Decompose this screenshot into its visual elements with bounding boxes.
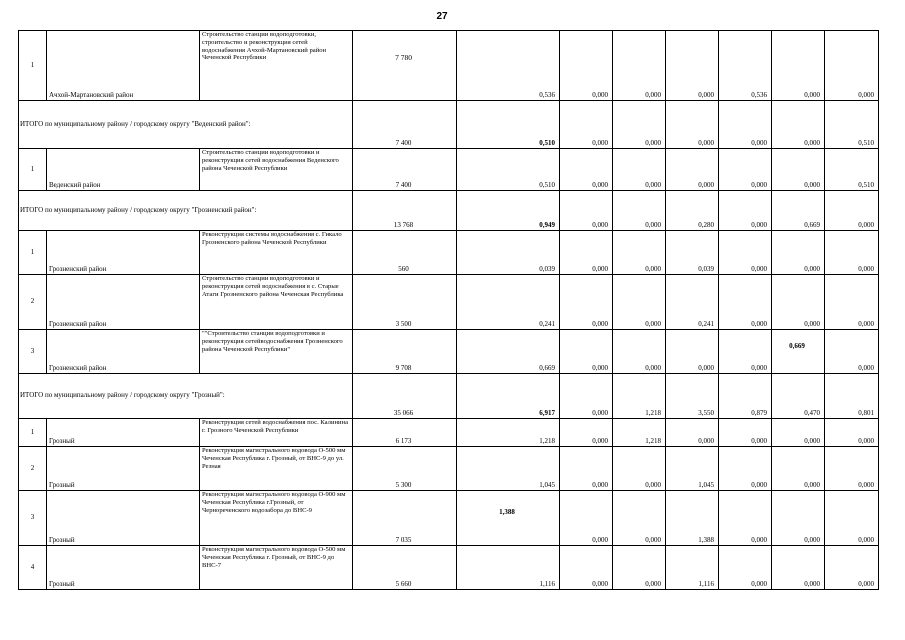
value-cell: 1,045 — [457, 447, 560, 491]
total-row-label: ИТОГО по муниципальному району / городскому округу "Грозненский район": — [19, 191, 353, 231]
value-cell: 0,000 — [613, 149, 666, 191]
total-row-label: ИТОГО по муниципальному району / городскому округу "Веденский район": — [19, 101, 353, 149]
value-cell: 1,218 — [613, 374, 666, 419]
row-number: 3 — [19, 330, 47, 374]
value-cell: 0,000 — [613, 447, 666, 491]
value-cell: 0,000 — [560, 546, 613, 590]
row-number: 4 — [19, 546, 47, 590]
district-name: Грозный — [47, 447, 200, 491]
value-cell: 1,116 — [666, 546, 719, 590]
page-number: 27 — [436, 11, 448, 22]
value-cell: 0,000 — [560, 330, 613, 374]
value-cell: 0,000 — [772, 149, 825, 191]
value-cell: 0,000 — [825, 419, 879, 447]
value-cell: 0,000 — [719, 231, 772, 275]
value-cell: 0,000 — [613, 330, 666, 374]
table-row — [19, 149, 879, 191]
district-name: Веденский район — [47, 149, 200, 191]
value-cell: 0,000 — [772, 31, 825, 101]
table-row — [19, 330, 879, 374]
value-cell: 0,000 — [772, 447, 825, 491]
value-cell: 0,510 — [825, 101, 879, 149]
value-cell: 0,000 — [560, 374, 613, 419]
value-cell: 0,039 — [457, 231, 560, 275]
project-description: Строительство станции водоподготовки и реконструкция сетей водоснабжения Веденского района Чеченской Республики — [200, 149, 353, 191]
value-cell: 0,669 — [772, 191, 825, 231]
value-cell: 0,000 — [825, 191, 879, 231]
value-cell: 0,000 — [613, 275, 666, 330]
value-cell: 0,000 — [613, 231, 666, 275]
value-cell: 0,000 — [772, 546, 825, 590]
row-number: 1 — [19, 419, 47, 447]
value-cell: 0,510 — [825, 149, 879, 191]
total-cost: 13 768 — [353, 191, 457, 231]
value-cell: 1,388 — [666, 491, 719, 546]
value-cell: 0,000 — [560, 191, 613, 231]
value-cell: 0,949 — [457, 191, 560, 231]
project-description: Реконструкция магистрального водовода О-900 мм Чеченская Республика г.Грозный, от Чернореченского водозабора до ВНС-9 — [200, 491, 353, 546]
total-cost: 7 780 — [353, 31, 457, 101]
value-cell: 0,000 — [825, 491, 879, 546]
total-cost: 7 400 — [353, 149, 457, 191]
row-number: 1 — [19, 231, 47, 275]
value-cell: 1,218 — [613, 419, 666, 447]
row-number: 2 — [19, 447, 47, 491]
total-cost: 5 300 — [353, 447, 457, 491]
value-cell: 0,000 — [613, 101, 666, 149]
project-description: Строительство станции водоподготовки и реконструкция сетей водоснабжения в с. Старые Атаги Грозненского района Чеченская Республика — [200, 275, 353, 330]
value-cell: 0,510 — [457, 149, 560, 191]
district-name: Ачхой-Мартановский район — [47, 31, 200, 101]
value-cell: 0,241 — [666, 275, 719, 330]
district-name: Грозненский район — [47, 330, 200, 374]
value-cell: 0,000 — [560, 447, 613, 491]
project-description: Реконструкция сетей водоснабжения пос. Калинина г. Грозного Чеченской Республики — [200, 419, 353, 447]
value-cell: 0,510 — [457, 101, 560, 149]
total-cost: 5 660 — [353, 546, 457, 590]
value-highlight: 1,388 — [499, 508, 515, 517]
value-cell: 0,000 — [613, 191, 666, 231]
table-row — [19, 546, 879, 590]
value-cell: 0,000 — [613, 31, 666, 101]
value-cell — [772, 330, 825, 374]
value-cell: 0,879 — [719, 374, 772, 419]
total-cost: 7 400 — [353, 101, 457, 149]
value-cell: 0,000 — [825, 447, 879, 491]
total-cost: 9 708 — [353, 330, 457, 374]
table-row — [19, 31, 879, 101]
value-cell: 0,000 — [666, 330, 719, 374]
value-cell: 0,280 — [666, 191, 719, 231]
value-cell: 0,000 — [772, 275, 825, 330]
table-row — [19, 447, 879, 491]
value-cell: 0,470 — [772, 374, 825, 419]
total-row — [19, 191, 879, 231]
value-cell: 0,000 — [666, 101, 719, 149]
value-cell: 0,000 — [560, 231, 613, 275]
value-cell: 0,000 — [719, 330, 772, 374]
district-name: Грозный — [47, 419, 200, 447]
value-cell: 0,000 — [719, 447, 772, 491]
value-cell: 0,000 — [719, 419, 772, 447]
value-cell: 0,000 — [719, 275, 772, 330]
value-cell: 0,000 — [825, 31, 879, 101]
district-name: Грозный — [47, 491, 200, 546]
value-cell: 3,550 — [666, 374, 719, 419]
value-cell: 0,000 — [825, 330, 879, 374]
district-name: Грозный — [47, 546, 200, 590]
value-cell: 0,669 — [457, 330, 560, 374]
value-cell: 0,000 — [772, 491, 825, 546]
value-cell: 0,000 — [560, 419, 613, 447]
value-cell: 0,000 — [613, 546, 666, 590]
table-row — [19, 491, 879, 546]
value-cell: 0,000 — [772, 231, 825, 275]
value-cell: 0,000 — [613, 491, 666, 546]
table-row — [19, 419, 879, 447]
total-row — [19, 374, 879, 419]
row-number: 2 — [19, 275, 47, 330]
project-description: Реконструкция системы водоснабжения с. Гикало Грозненского района Чеченской Республики — [200, 231, 353, 275]
total-cost: 7 035 — [353, 491, 457, 546]
value-cell: 0,536 — [719, 31, 772, 101]
value-cell: 0,536 — [457, 31, 560, 101]
value-cell: 1,116 — [457, 546, 560, 590]
value-highlight: 0,669 — [789, 341, 805, 350]
value-cell: 0,000 — [666, 419, 719, 447]
total-row — [19, 101, 879, 149]
data-table — [18, 30, 879, 590]
total-cost: 35 066 — [353, 374, 457, 419]
value-cell: 0,801 — [825, 374, 879, 419]
value-cell: 0,000 — [719, 191, 772, 231]
table-row — [19, 231, 879, 275]
project-description: Реконструкция магистрального водовода О-500 мм Чеченская Республика г. Грозный, от ВНС-9 до ул. Резная — [200, 447, 353, 491]
value-cell: 0,000 — [560, 31, 613, 101]
value-cell: 0,000 — [825, 275, 879, 330]
value-cell: 0,000 — [719, 101, 772, 149]
total-cost: 560 — [353, 231, 457, 275]
project-description: Строительство станции водоподготовки, строительство и реконструкция сетей водоснабжения Ачхой-Мартановский район Чеченской Республики — [200, 31, 353, 101]
project-description: Реконструкция магистрального водовода О-500 мм Чеченская Республика г. Грозный, от ВНС-9 до ВНС-7 — [200, 546, 353, 590]
value-cell: 0,000 — [719, 491, 772, 546]
row-number: 1 — [19, 149, 47, 191]
value-cell: 0,000 — [560, 491, 613, 546]
value-cell — [457, 491, 560, 546]
value-cell: 0,000 — [772, 419, 825, 447]
value-cell: 0,000 — [560, 275, 613, 330]
value-cell: 0,039 — [666, 231, 719, 275]
value-cell: 0,000 — [560, 101, 613, 149]
table-row — [19, 275, 879, 330]
value-cell: 1,045 — [666, 447, 719, 491]
district-name: Грозненский район — [47, 231, 200, 275]
value-cell: 0,000 — [666, 31, 719, 101]
value-cell: 0,000 — [560, 149, 613, 191]
total-cost: 3 500 — [353, 275, 457, 330]
district-name: Грозненский район — [47, 275, 200, 330]
value-cell: 0,000 — [719, 546, 772, 590]
value-cell: 0,000 — [825, 231, 879, 275]
value-cell: 1,218 — [457, 419, 560, 447]
total-row-label: ИТОГО по муниципальному району / городскому округу "Грозный": — [19, 374, 353, 419]
value-cell: 0,000 — [719, 149, 772, 191]
row-number: 1 — [19, 31, 47, 101]
value-cell: 0,241 — [457, 275, 560, 330]
row-number: 3 — [19, 491, 47, 546]
value-cell: 6,917 — [457, 374, 560, 419]
project-description: ""Строительство станции водоподготовки и реконструкция сетейводоснабжения Грозненского района Чеченской Республики" — [200, 330, 353, 374]
value-cell: 0,000 — [825, 546, 879, 590]
value-cell: 0,000 — [772, 101, 825, 149]
value-cell: 0,000 — [666, 149, 719, 191]
total-cost: 6 173 — [353, 419, 457, 447]
